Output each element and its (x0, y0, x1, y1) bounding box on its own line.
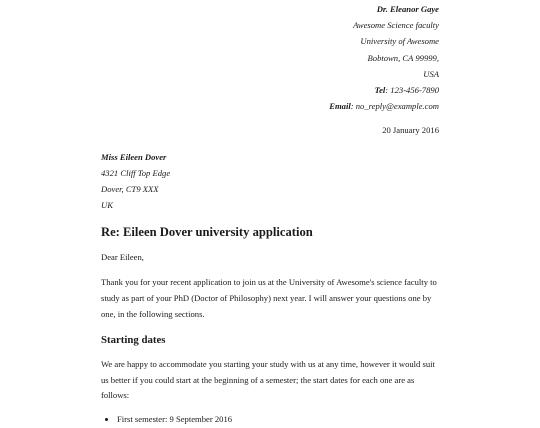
sender-email (101, 98, 439, 114)
salutation: Dear Eileen, (101, 251, 144, 262)
sender-address (101, 1, 439, 114)
intro-paragraph: Thank you for your recent application to join us at the University of Awesome's science faculty to study as part of your PhD (Doctor of Philosophy) next year. I will answer your questions one by one, in the following sections. (101, 277, 437, 319)
email-label: Email (329, 101, 351, 112)
sender-city: Bobtown, CA 99999, (367, 52, 439, 63)
sender-country: USA (423, 68, 439, 79)
letter-date: 20 January 2016 (382, 125, 439, 136)
sender-organisation: University of Awesome (360, 36, 439, 47)
recipient-country: UK (101, 199, 113, 210)
tel-value: : 123-456-7890 (385, 85, 439, 96)
recipient-city: Dover, CT9 XXX (101, 184, 159, 195)
sender-name: Dr. Eleanor Gaye (376, 4, 439, 14)
letter (101, 0, 439, 428)
recipient-name: Miss Eileen Dover (101, 152, 167, 163)
section-title: Starting dates (101, 333, 166, 346)
sender-tel (101, 82, 439, 98)
sender-department: Awesome Science faculty (353, 20, 439, 31)
section-paragraph: We are happy to accommodate you starting your study with us at any time, however it would suit us better if you could start at the beginning of a semester; the start dates for each one are as follows: (101, 358, 435, 401)
tel-label: Tel (374, 85, 386, 96)
recipient-street: 4321 Cliff Top Edge (101, 168, 171, 179)
list-item: • First semester: 9 September 2016 (117, 412, 439, 428)
recipient-address (101, 150, 439, 213)
start-dates-list (101, 412, 439, 428)
email-value: : no_reply@example.com (350, 101, 439, 112)
letter-heading: Re: Eileen Dover university application (101, 224, 313, 239)
